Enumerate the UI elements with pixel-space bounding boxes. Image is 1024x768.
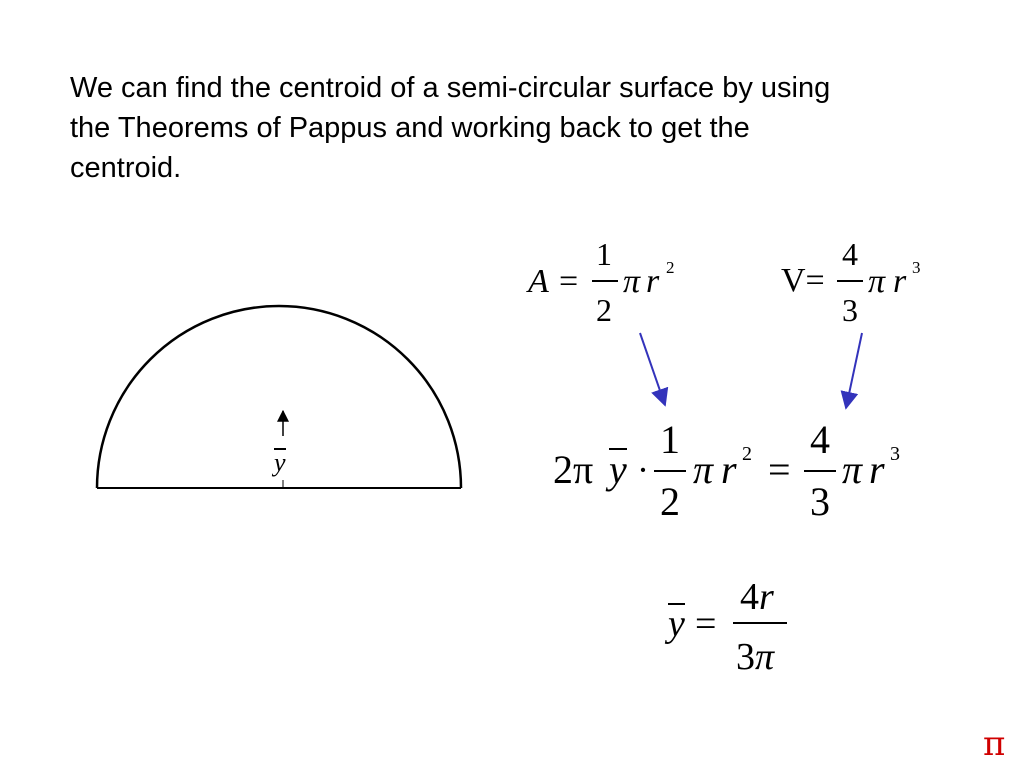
result-fraction-bar — [733, 622, 787, 624]
pappus-exponent-2: 3 — [890, 443, 900, 465]
corner-pi-symbol: π — [983, 724, 1006, 764]
area-denominator: 2 — [596, 292, 612, 328]
intro-line-2: the Theorems of Pappus and working back to get the — [70, 112, 750, 144]
result-equals: = — [695, 603, 717, 645]
result-denominator: 3π — [736, 636, 775, 678]
pappus-y: y — [609, 447, 627, 492]
area-numerator: 1 — [596, 236, 612, 272]
volume-pi: π — [868, 263, 886, 300]
volume-numerator: 4 — [842, 236, 858, 272]
intro-line-3: centroid. — [70, 152, 182, 184]
volume-exponent: 3 — [912, 258, 921, 277]
pappus-pi-2: π — [842, 447, 863, 492]
pappus-r-1: r — [721, 447, 737, 492]
area-lhs: A — [528, 263, 549, 300]
pappus-r-2: r — [869, 447, 885, 492]
pappus-fraction-bar-2 — [804, 470, 836, 472]
intro-line-1: We can find the centroid of a semi-circular surface by using — [70, 72, 831, 104]
centroid-label: y — [274, 448, 286, 477]
pappus-equals: = — [768, 447, 791, 492]
pappus-two-pi: 2π — [553, 447, 594, 492]
pappus-numerator-1: 1 — [660, 417, 680, 462]
volume-denominator: 3 — [842, 292, 858, 328]
pappus-denominator-1: 2 — [660, 479, 680, 524]
pappus-denominator-2: 3 — [810, 479, 830, 524]
result-y: y — [668, 603, 685, 645]
volume-to-pappus-arrow — [846, 333, 862, 408]
area-equals: = — [559, 263, 579, 300]
pappus-exponent-1: 2 — [742, 443, 752, 465]
volume-fraction-bar — [837, 280, 863, 282]
pappus-dot: · — [637, 450, 649, 490]
pappus-numerator-2: 4 — [810, 417, 830, 462]
pappus-pi-1: π — [693, 447, 714, 492]
area-exponent: 2 — [666, 258, 675, 277]
area-r: r — [646, 263, 660, 300]
area-pi: π — [623, 263, 641, 300]
pappus-fraction-bar-1 — [654, 470, 686, 472]
volume-lhs: V= — [781, 262, 825, 299]
volume-r: r — [893, 263, 907, 300]
area-fraction-bar — [592, 280, 618, 282]
area-to-pappus-arrow — [640, 333, 665, 405]
result-numerator: 4r — [740, 576, 774, 618]
